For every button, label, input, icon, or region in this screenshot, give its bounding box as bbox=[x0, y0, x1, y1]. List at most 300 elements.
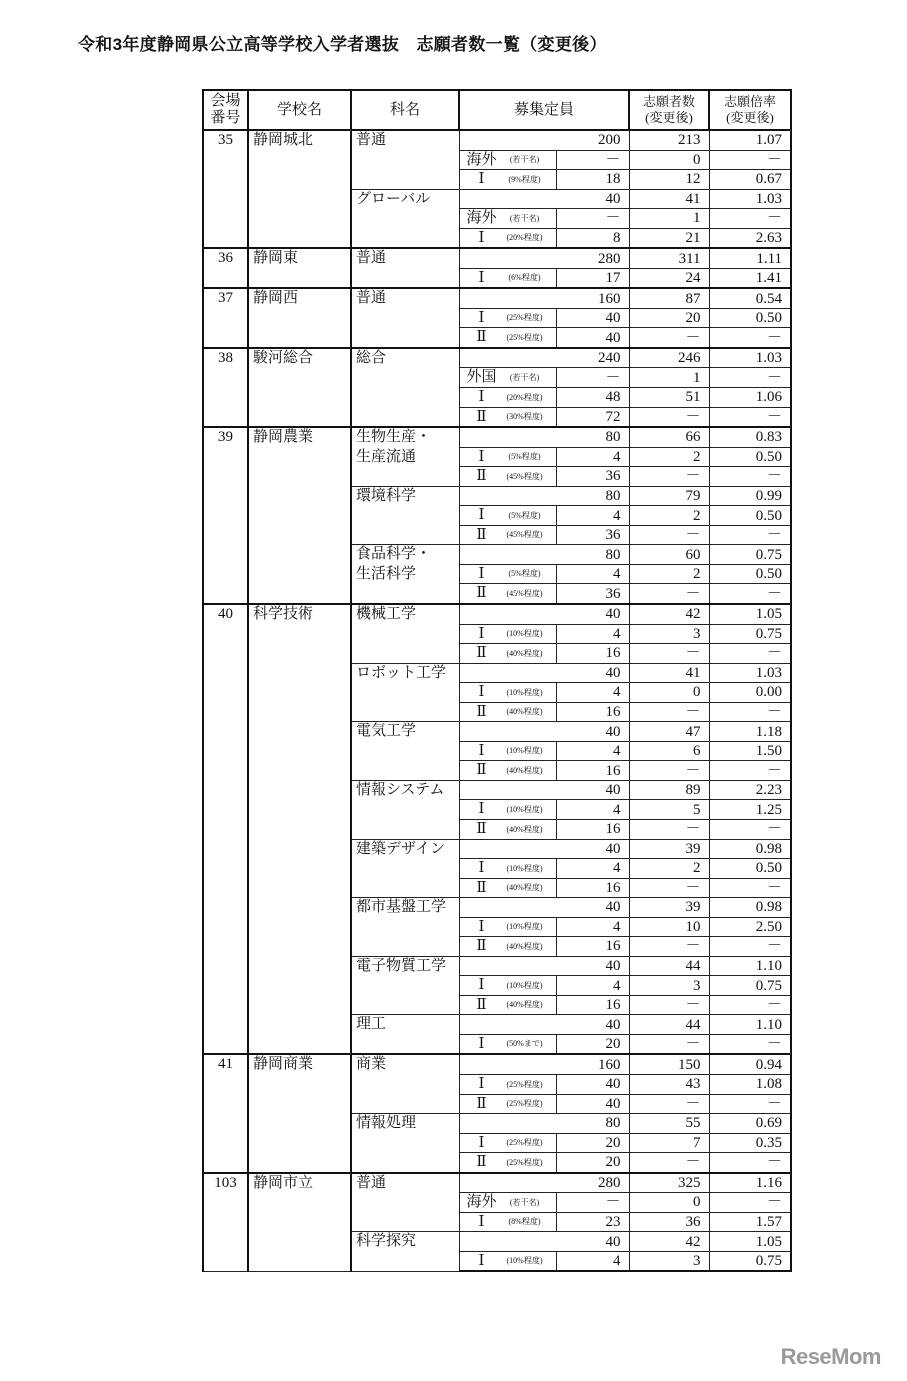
school-name: 科学技術 bbox=[248, 604, 351, 1054]
capacity-value: 40 bbox=[459, 898, 629, 918]
quota-type: Ⅰ bbox=[478, 229, 485, 246]
quota-note: (5%程度) bbox=[508, 510, 541, 520]
quota-ratio: － bbox=[709, 644, 791, 664]
quota-capacity: 8 bbox=[556, 228, 629, 248]
quota-applicants: － bbox=[629, 407, 709, 427]
quota-ratio: 2.50 bbox=[709, 917, 791, 937]
quota-capacity: 4 bbox=[556, 976, 629, 996]
quota-note: (10%程度) bbox=[506, 980, 543, 990]
quota-note: (25%程度) bbox=[506, 332, 543, 342]
quota-type: Ⅱ bbox=[476, 329, 487, 346]
quota-type: Ⅱ bbox=[476, 703, 487, 720]
quota-applicants: － bbox=[629, 878, 709, 898]
quota-ratio: － bbox=[709, 209, 791, 229]
quota-applicants: 1 bbox=[629, 368, 709, 388]
quota-ratio: 1.08 bbox=[709, 1074, 791, 1094]
quota-ratio: 0.00 bbox=[709, 683, 791, 703]
quota-capacity: 16 bbox=[556, 878, 629, 898]
quota-label bbox=[459, 1193, 556, 1213]
capacity-value: 240 bbox=[459, 348, 629, 368]
department-name: 科学探究 bbox=[351, 1232, 459, 1272]
quota-note: (10%程度) bbox=[506, 746, 543, 756]
document-title: 令和3年度静岡県公立高等学校入学者選抜 志願者数一覧（変更後） bbox=[78, 35, 607, 54]
venue-number: 38 bbox=[203, 348, 248, 427]
quota-capacity: 72 bbox=[556, 407, 629, 427]
applicants-value: 44 bbox=[629, 1015, 709, 1035]
quota-capacity: 17 bbox=[556, 268, 629, 288]
quota-note: (45%程度) bbox=[506, 530, 543, 540]
quota-applicants: 3 bbox=[629, 624, 709, 644]
quota-applicants: 2 bbox=[629, 506, 709, 526]
school-name: 静岡商業 bbox=[248, 1054, 351, 1172]
quota-capacity: 4 bbox=[556, 447, 629, 467]
quota-label bbox=[459, 388, 556, 408]
capacity-value: 200 bbox=[459, 130, 629, 150]
quota-label bbox=[459, 268, 556, 288]
quota-ratio: － bbox=[709, 368, 791, 388]
quota-capacity: 4 bbox=[556, 564, 629, 584]
quota-capacity: 4 bbox=[556, 741, 629, 761]
quota-ratio: 0.50 bbox=[709, 506, 791, 526]
quota-type: Ⅰ bbox=[478, 448, 485, 465]
quota-label bbox=[459, 209, 556, 229]
quota-ratio: － bbox=[709, 1193, 791, 1213]
quota-label bbox=[459, 1133, 556, 1153]
quota-capacity: 40 bbox=[556, 308, 629, 328]
quota-ratio: 1.57 bbox=[709, 1212, 791, 1232]
quota-capacity: 48 bbox=[556, 388, 629, 408]
quota-capacity: 4 bbox=[556, 917, 629, 937]
quota-note: (20%程度) bbox=[506, 233, 543, 243]
quota-note: (10%程度) bbox=[506, 1256, 543, 1266]
quota-applicants: 10 bbox=[629, 917, 709, 937]
quota-applicants: 0 bbox=[629, 150, 709, 170]
table-row bbox=[203, 427, 791, 447]
ratio-value: 0.99 bbox=[709, 486, 791, 506]
quota-applicants: － bbox=[629, 995, 709, 1015]
quota-applicants: 2 bbox=[629, 859, 709, 879]
quota-note: (8%程度) bbox=[508, 1217, 541, 1227]
quota-type: Ⅰ bbox=[478, 684, 485, 701]
quota-note: (25%程度) bbox=[506, 1099, 543, 1109]
capacity-value: 80 bbox=[459, 486, 629, 506]
quota-ratio: 0.75 bbox=[709, 624, 791, 644]
quota-capacity: 4 bbox=[556, 683, 629, 703]
quota-note: (25%程度) bbox=[506, 1079, 543, 1089]
quota-label bbox=[459, 819, 556, 839]
applicants-value: 89 bbox=[629, 780, 709, 800]
quota-label bbox=[459, 328, 556, 348]
department-name: 普通 bbox=[351, 248, 459, 288]
quota-note: (6%程度) bbox=[508, 273, 541, 283]
quota-capacity: 4 bbox=[556, 506, 629, 526]
quota-label bbox=[459, 407, 556, 427]
table-row bbox=[203, 1173, 791, 1193]
quota-capacity: － bbox=[556, 150, 629, 170]
quota-label bbox=[459, 308, 556, 328]
quota-label bbox=[459, 995, 556, 1015]
capacity-value: 40 bbox=[459, 663, 629, 683]
applicants-value: 41 bbox=[629, 189, 709, 209]
quota-applicants: 20 bbox=[629, 308, 709, 328]
venue-number: 40 bbox=[203, 604, 248, 1054]
table-row bbox=[203, 1054, 791, 1074]
quota-applicants: 3 bbox=[629, 1251, 709, 1271]
quota-applicants: － bbox=[629, 644, 709, 664]
quota-type: Ⅰ bbox=[478, 801, 485, 818]
quota-label bbox=[459, 1034, 556, 1054]
quota-type: Ⅱ bbox=[476, 526, 487, 543]
quota-applicants: 51 bbox=[629, 388, 709, 408]
applicants-value: 39 bbox=[629, 898, 709, 918]
applicants-value: 213 bbox=[629, 130, 709, 150]
quota-note: (10%程度) bbox=[506, 804, 543, 814]
quota-ratio: 1.25 bbox=[709, 800, 791, 820]
applicants-value: 79 bbox=[629, 486, 709, 506]
school-name: 静岡城北 bbox=[248, 130, 351, 248]
quota-note: (若干名) bbox=[509, 155, 540, 165]
quota-label bbox=[459, 1074, 556, 1094]
department-name: 情報処理 bbox=[351, 1114, 459, 1173]
quota-note: (40%程度) bbox=[506, 1000, 543, 1010]
quota-type: Ⅰ bbox=[478, 1035, 485, 1052]
quota-type: Ⅱ bbox=[476, 938, 487, 955]
quota-applicants: 7 bbox=[629, 1133, 709, 1153]
ratio-value: 1.05 bbox=[709, 604, 791, 624]
applicants-value: 41 bbox=[629, 663, 709, 683]
quota-capacity: 40 bbox=[556, 328, 629, 348]
quota-label bbox=[459, 937, 556, 957]
capacity-value: 80 bbox=[459, 427, 629, 447]
quota-label bbox=[459, 368, 556, 388]
table-row bbox=[203, 288, 791, 308]
quota-type: Ⅰ bbox=[478, 625, 485, 642]
quota-applicants: － bbox=[629, 584, 709, 604]
quota-applicants: － bbox=[629, 525, 709, 545]
quota-capacity: 4 bbox=[556, 800, 629, 820]
ratio-value: 1.05 bbox=[709, 1232, 791, 1252]
quota-note: (30%程度) bbox=[506, 412, 543, 422]
department-name: 理工 bbox=[351, 1015, 459, 1055]
applicants-value: 150 bbox=[629, 1054, 709, 1074]
quota-capacity: 20 bbox=[556, 1034, 629, 1054]
quota-applicants: － bbox=[629, 467, 709, 487]
quota-capacity: 16 bbox=[556, 702, 629, 722]
quota-applicants: 12 bbox=[629, 170, 709, 190]
quota-applicants: 21 bbox=[629, 228, 709, 248]
quota-type: 海外 bbox=[466, 151, 497, 168]
quota-applicants: － bbox=[629, 1034, 709, 1054]
quota-type: Ⅱ bbox=[476, 1154, 487, 1171]
quota-note: (40%程度) bbox=[506, 824, 543, 834]
capacity-value: 160 bbox=[459, 1054, 629, 1074]
applicants-value: 39 bbox=[629, 839, 709, 859]
quota-note: (40%程度) bbox=[506, 765, 543, 775]
quota-capacity: － bbox=[556, 1193, 629, 1213]
quota-capacity: 16 bbox=[556, 819, 629, 839]
applicants-value: 311 bbox=[629, 248, 709, 268]
quota-type: Ⅰ bbox=[478, 1134, 485, 1151]
quota-note: (10%程度) bbox=[506, 922, 543, 932]
applicants-value: 55 bbox=[629, 1114, 709, 1134]
quota-ratio: 1.06 bbox=[709, 388, 791, 408]
quota-note: (40%程度) bbox=[506, 883, 543, 893]
quota-note: (40%程度) bbox=[506, 707, 543, 717]
quota-label bbox=[459, 525, 556, 545]
quota-ratio: 0.50 bbox=[709, 447, 791, 467]
header-venue-number: 会場 番号 bbox=[203, 90, 248, 130]
department-name: 建築デザイン bbox=[351, 839, 459, 898]
quota-ratio: 0.50 bbox=[709, 564, 791, 584]
capacity-value: 40 bbox=[459, 956, 629, 976]
quota-type: Ⅱ bbox=[476, 645, 487, 662]
quota-applicants: 43 bbox=[629, 1074, 709, 1094]
ratio-value: 2.23 bbox=[709, 780, 791, 800]
quota-label bbox=[459, 683, 556, 703]
quota-label bbox=[459, 1212, 556, 1232]
department-name: 電子物質工学 bbox=[351, 956, 459, 1015]
quota-capacity: 4 bbox=[556, 624, 629, 644]
quota-applicants: － bbox=[629, 937, 709, 957]
quota-applicants: 1 bbox=[629, 209, 709, 229]
ratio-value: 1.11 bbox=[709, 248, 791, 268]
quota-applicants: 6 bbox=[629, 741, 709, 761]
department-name: 情報システム bbox=[351, 780, 459, 839]
quota-type: Ⅰ bbox=[478, 1213, 485, 1230]
quota-type: Ⅱ bbox=[476, 468, 487, 485]
quota-ratio: － bbox=[709, 937, 791, 957]
applicants-value: 66 bbox=[629, 427, 709, 447]
table-row bbox=[203, 248, 791, 268]
ratio-value: 1.03 bbox=[709, 348, 791, 368]
quota-label bbox=[459, 800, 556, 820]
quota-label bbox=[459, 917, 556, 937]
quota-ratio: － bbox=[709, 995, 791, 1015]
quota-note: (10%程度) bbox=[506, 863, 543, 873]
table-row bbox=[203, 130, 791, 150]
quota-note: (20%程度) bbox=[506, 392, 543, 402]
ratio-value: 1.07 bbox=[709, 130, 791, 150]
quota-capacity: 20 bbox=[556, 1133, 629, 1153]
capacity-value: 80 bbox=[459, 545, 629, 565]
school-name: 静岡東 bbox=[248, 248, 351, 288]
quota-label bbox=[459, 741, 556, 761]
quota-note: (50%まで) bbox=[506, 1039, 543, 1049]
school-name: 静岡西 bbox=[248, 288, 351, 348]
quota-type: Ⅱ bbox=[476, 585, 487, 602]
header-ratio: 志願倍率 (変更後) bbox=[709, 90, 791, 130]
venue-number: 103 bbox=[203, 1173, 248, 1272]
applicants-value: 47 bbox=[629, 722, 709, 742]
quota-ratio: － bbox=[709, 819, 791, 839]
quota-note: (40%程度) bbox=[506, 648, 543, 658]
quota-note: (45%程度) bbox=[506, 589, 543, 598]
department-name: 普通 bbox=[351, 1173, 459, 1232]
quota-label bbox=[459, 170, 556, 190]
quota-capacity: 36 bbox=[556, 584, 629, 604]
table-body bbox=[203, 130, 791, 1271]
quota-type: Ⅰ bbox=[478, 389, 485, 405]
quota-note: (45%程度) bbox=[506, 471, 543, 481]
quota-applicants: － bbox=[629, 1153, 709, 1173]
ratio-value: 1.10 bbox=[709, 1015, 791, 1035]
quota-applicants: － bbox=[629, 1094, 709, 1114]
quota-ratio: － bbox=[709, 467, 791, 487]
quota-type: Ⅰ bbox=[478, 507, 485, 524]
quota-type: Ⅱ bbox=[476, 996, 487, 1013]
quota-note: (9%程度) bbox=[508, 174, 541, 184]
quota-label bbox=[459, 150, 556, 170]
quota-ratio: － bbox=[709, 407, 791, 427]
capacity-value: 40 bbox=[459, 1015, 629, 1035]
quota-ratio: － bbox=[709, 584, 791, 604]
quota-ratio: 1.50 bbox=[709, 741, 791, 761]
quota-label bbox=[459, 1153, 556, 1173]
quota-note: (10%程度) bbox=[506, 687, 543, 697]
capacity-value: 40 bbox=[459, 189, 629, 209]
quota-type: Ⅰ bbox=[478, 565, 485, 582]
table-header-row bbox=[203, 90, 791, 130]
quota-label bbox=[459, 564, 556, 584]
ratio-value: 1.16 bbox=[709, 1173, 791, 1193]
quota-capacity: 23 bbox=[556, 1212, 629, 1232]
quota-capacity: 4 bbox=[556, 1251, 629, 1271]
quota-ratio: 0.50 bbox=[709, 308, 791, 328]
quota-label bbox=[459, 878, 556, 898]
capacity-value: 40 bbox=[459, 722, 629, 742]
quota-capacity: 36 bbox=[556, 525, 629, 545]
quota-ratio: － bbox=[709, 702, 791, 722]
department-name: 普通 bbox=[351, 288, 459, 348]
ratio-value: 0.69 bbox=[709, 1114, 791, 1134]
quota-label bbox=[459, 644, 556, 664]
table-row bbox=[203, 348, 791, 368]
ratio-value: 0.98 bbox=[709, 898, 791, 918]
quota-capacity: 40 bbox=[556, 1094, 629, 1114]
quota-ratio: 1.41 bbox=[709, 268, 791, 288]
quota-label bbox=[459, 859, 556, 879]
quota-type: Ⅰ bbox=[478, 977, 485, 994]
capacity-value: 280 bbox=[459, 1173, 629, 1193]
ratio-value: 1.10 bbox=[709, 956, 791, 976]
quota-ratio: 2.63 bbox=[709, 228, 791, 248]
quota-type: Ⅰ bbox=[478, 171, 485, 188]
applicants-value: 246 bbox=[629, 348, 709, 368]
department-name: 機械工学 bbox=[351, 604, 459, 663]
department-name: 生物生産・ 生産流通 bbox=[351, 427, 459, 486]
quota-note: (25%程度) bbox=[506, 1138, 543, 1148]
header-school-name: 学校名 bbox=[248, 90, 351, 130]
quota-type: 海外 bbox=[466, 210, 497, 227]
quota-ratio: － bbox=[709, 328, 791, 348]
department-name: 電気工学 bbox=[351, 722, 459, 781]
quota-ratio: 0.75 bbox=[709, 1251, 791, 1271]
quota-note: (40%程度) bbox=[506, 941, 543, 951]
quota-applicants: 36 bbox=[629, 1212, 709, 1232]
quota-note: (25%程度) bbox=[506, 1157, 543, 1167]
quota-applicants: － bbox=[629, 819, 709, 839]
quota-capacity: 40 bbox=[556, 1074, 629, 1094]
quota-note: (若干名) bbox=[509, 213, 540, 223]
department-name: グローバル bbox=[351, 189, 459, 248]
department-name: ロボット工学 bbox=[351, 663, 459, 722]
quota-applicants: － bbox=[629, 761, 709, 781]
quota-label bbox=[459, 228, 556, 248]
applicants-value: 44 bbox=[629, 956, 709, 976]
quota-ratio: 0.75 bbox=[709, 976, 791, 996]
capacity-value: 160 bbox=[459, 288, 629, 308]
quota-applicants: － bbox=[629, 702, 709, 722]
venue-number: 39 bbox=[203, 427, 248, 604]
resemom-watermark: ReseMom bbox=[780, 1344, 881, 1369]
quota-type: Ⅰ bbox=[478, 918, 485, 935]
ratio-value: 1.18 bbox=[709, 722, 791, 742]
quota-capacity: 4 bbox=[556, 859, 629, 879]
quota-type: Ⅰ bbox=[478, 269, 485, 286]
header-applicants: 志願者数 (変更後) bbox=[629, 90, 709, 130]
quota-ratio: － bbox=[709, 878, 791, 898]
quota-type: Ⅱ bbox=[476, 762, 487, 779]
quota-label bbox=[459, 702, 556, 722]
quota-type: Ⅱ bbox=[476, 820, 487, 837]
quota-capacity: － bbox=[556, 368, 629, 388]
applicants-table bbox=[202, 89, 792, 1272]
quota-note: (若干名) bbox=[509, 373, 540, 382]
quota-applicants: 24 bbox=[629, 268, 709, 288]
quota-ratio: － bbox=[709, 1153, 791, 1173]
capacity-value: 40 bbox=[459, 839, 629, 859]
quota-type: Ⅰ bbox=[478, 1252, 485, 1269]
quota-applicants: 5 bbox=[629, 800, 709, 820]
quota-type: Ⅰ bbox=[478, 860, 485, 876]
quota-applicants: 2 bbox=[629, 447, 709, 467]
header-department: 科名 bbox=[351, 90, 459, 130]
quota-capacity: 16 bbox=[556, 937, 629, 957]
quota-note: (若干名) bbox=[509, 1197, 540, 1207]
quota-ratio: － bbox=[709, 525, 791, 545]
quota-type: Ⅰ bbox=[478, 1075, 485, 1092]
quota-type: Ⅱ bbox=[476, 1095, 487, 1112]
applicants-value: 42 bbox=[629, 1232, 709, 1252]
capacity-value: 40 bbox=[459, 1232, 629, 1252]
ratio-value: 0.83 bbox=[709, 427, 791, 447]
quota-capacity: 18 bbox=[556, 170, 629, 190]
capacity-value: 80 bbox=[459, 1114, 629, 1134]
quota-type: 海外 bbox=[466, 1194, 497, 1211]
applicants-value: 87 bbox=[629, 288, 709, 308]
quota-applicants: 2 bbox=[629, 564, 709, 584]
quota-label bbox=[459, 976, 556, 996]
quota-type: 外国 bbox=[466, 369, 497, 386]
quota-capacity: － bbox=[556, 209, 629, 229]
applicants-value: 42 bbox=[629, 604, 709, 624]
quota-label bbox=[459, 447, 556, 467]
header-capacity: 募集定員 bbox=[459, 90, 629, 130]
venue-number: 35 bbox=[203, 130, 248, 248]
quota-applicants: 0 bbox=[629, 1193, 709, 1213]
quota-ratio: 0.50 bbox=[709, 859, 791, 879]
quota-capacity: 16 bbox=[556, 644, 629, 664]
department-name: 食品科学・ 生活科学 bbox=[351, 545, 459, 604]
quota-label bbox=[459, 584, 556, 604]
ratio-value: 1.03 bbox=[709, 663, 791, 683]
quota-capacity: 20 bbox=[556, 1153, 629, 1173]
school-name: 静岡市立 bbox=[248, 1173, 351, 1272]
quota-label bbox=[459, 624, 556, 644]
quota-note: (5%程度) bbox=[508, 452, 541, 462]
venue-number: 36 bbox=[203, 248, 248, 288]
department-name: 商業 bbox=[351, 1054, 459, 1113]
